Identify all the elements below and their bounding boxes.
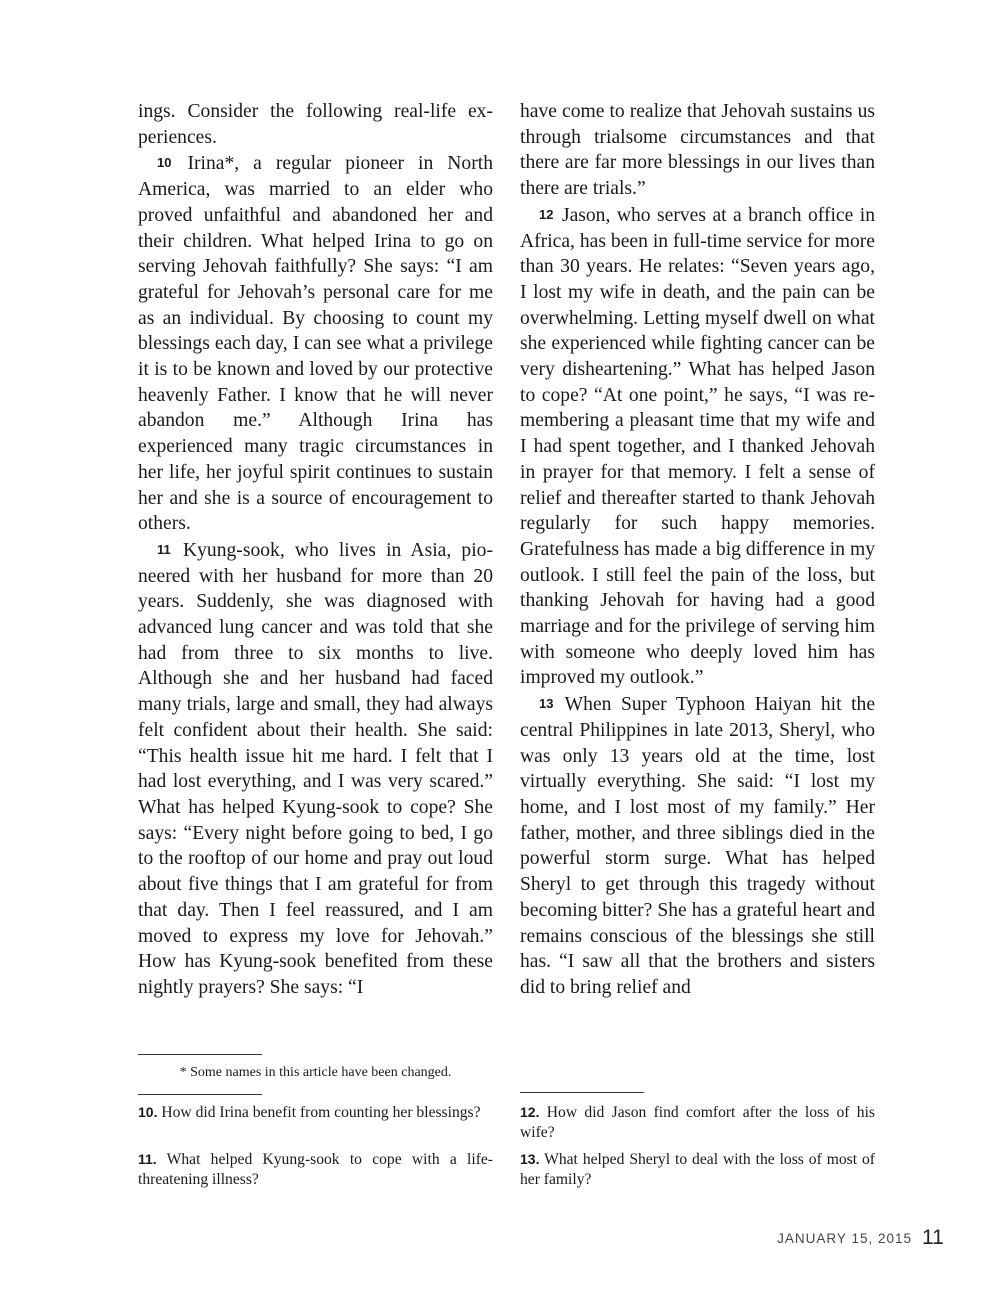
paragraph-10 (138, 150, 493, 537)
paragraph-11 (138, 537, 493, 1001)
questions-rule-right (520, 1092, 644, 1093)
page-number: 11 (922, 1226, 944, 1249)
question-text: What helped Sheryl to deal with the loss of most of her family? (520, 1151, 875, 1188)
paragraph-text: Jason, who serves at a branch office in Africa, has been in full-time service for more than 30 years. He relates: “Seven years ago, I lost my wife in death, and the pain can be overwhelming. Letting myself dwell on what she experienced while fighting cancer can be very disheartening.” What has helped Jason to cope? “At one point,” he says, “I was remembering a pleasant time that my wife and I had spent together, and I thanked Jehovah in prayer for that memory. I felt a sense of relief and thereafter started to thank Jehovah regularly for such happy memories. Gratefulness has made a big difference in my outlook. I still feel the pain of the loss, but thanking Jehovah for having had a good marriage and for the privilege of serving him with someone who deeply loved him has improved my outlook.” (520, 204, 876, 689)
left-column (138, 99, 493, 1001)
paragraph-continuation: have come to realize that Jehovah sustains us through trialsome circumstances and that there are far more blessings in our lives than there are trials.” (520, 101, 875, 200)
study-question-11 (138, 1150, 493, 1189)
paragraph-number: 12 (539, 206, 554, 222)
question-number: 13. (520, 1151, 540, 1167)
question-number: 12. (520, 1104, 540, 1120)
study-question-12 (520, 1103, 875, 1142)
question-text: What helped Kyung-sook to cope with a life-threatening illness? (138, 1151, 493, 1188)
paragraph-text: Kyung-sook, who lives in Asia, pioneered with her husband for more than 20 years. Suddenly, she was diagnosed with advanced lung cancer and was told that she had from three to six months to live. Although she and her husband had faced many trials, large and small, they had always felt confident about their health. She said: “This health issue hit me hard. I felt that I had lost everything, and I was very scared.” What has helped Kyung-sook to cope? She says: “Every night before going to bed, I go to the rooftop of our home and pray out loud about five things that I am grateful for from that day. Then I feel reassured, and I am moved to express my love for Jehovah.” How has Kyung-sook benefited from these nightly prayers? She says: “I (138, 539, 493, 998)
question-number: 10. (138, 1104, 158, 1120)
study-question-13 (520, 1150, 875, 1189)
question-text: How did Jason find comfort after the loss of his wife? (520, 1104, 875, 1141)
issue-date: JANUARY 15, 2015 (777, 1231, 912, 1246)
paragraph-continuation: ings. Consider the following real-life experiences. (138, 101, 493, 148)
questions-rule-left (138, 1094, 262, 1095)
paragraph-text: Irina*, a regular pioneer in North America, was married to an elder who proved unfaithful and abandoned her and their children. What helped Irina to go on serving Jehovah faithfully? She says: “I am grateful for Jehovah’s personal care for me as an individual. By choosing to count my blessings each day, I can see what a privilege it is to be known and loved by our protective heavenly Father. I know that he will never abandon me.” Although Irina has experienced many tragic circumstances in her life, her joyful spirit continues to sustain her and she is a source of encouragement to others. (138, 153, 493, 535)
paragraph-text: When Super Typhoon Haiyan hit the central Philippines in late 2013, Sheryl, who was only 13 years old at the time, lost virtually everything. She said: “I lost my home, and I lost most of my family.” Her father, mother, and three siblings died in the powerful storm surge. What has helped Sheryl to get through this tragedy without becoming bitter? She has a grateful heart and remains conscious of the blessings she still has. “I saw all that the brothers and sisters did to bring relief and (520, 694, 876, 998)
study-question-10 (138, 1103, 493, 1123)
paragraph-12 (520, 202, 875, 691)
question-number: 11. (138, 1151, 157, 1167)
footnote: * Some names in this article have been changed. (179, 1065, 452, 1080)
footnote-rule (138, 1054, 262, 1055)
paragraph-number: 13 (539, 696, 554, 712)
paragraph-13 (520, 691, 875, 1000)
right-column (520, 99, 875, 1001)
paragraph-number: 10 (157, 155, 172, 171)
paragraph-number: 11 (157, 541, 171, 557)
question-text: How did Irina benefit from counting her blessings? (161, 1104, 481, 1121)
